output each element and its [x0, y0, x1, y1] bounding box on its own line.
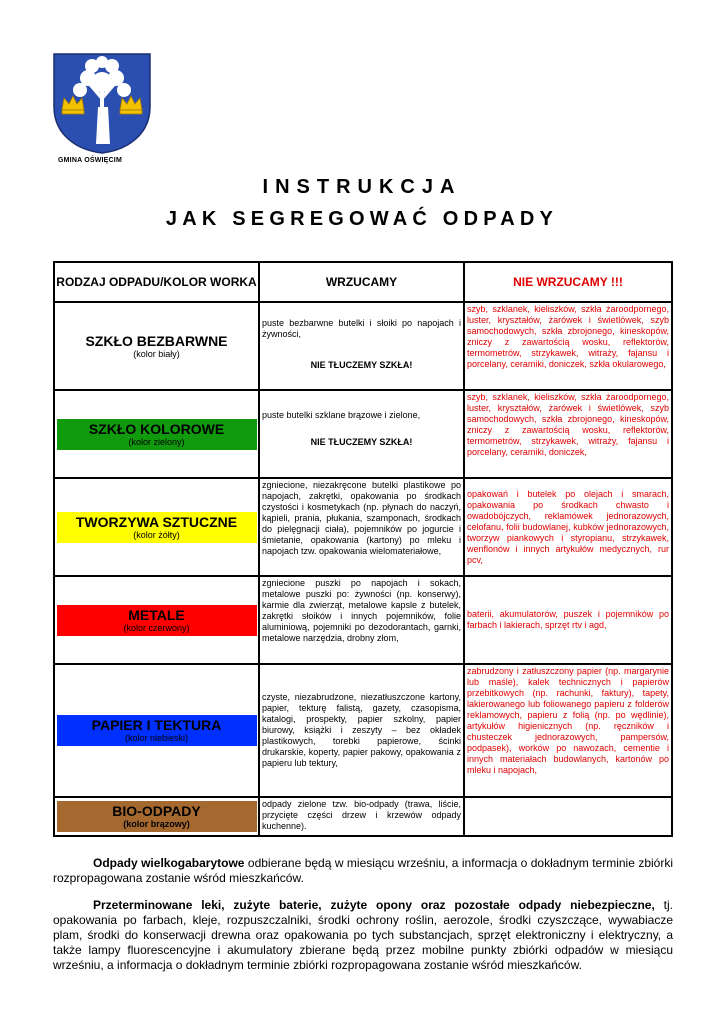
category-name: SZKŁO KOLOROWE — [88, 420, 225, 437]
category-name: BIO-ODPADY — [112, 803, 201, 819]
category-cell — [55, 391, 260, 477]
category-color-note: (kolor żółty) — [133, 529, 180, 540]
table-row — [55, 663, 671, 796]
category-band-blue — [57, 715, 257, 746]
put-text: puste bezbarwne butelki i słoiki po napojach i żywności, — [262, 318, 461, 339]
category-color-note: (kolor zielony) — [128, 436, 185, 447]
dont-cell — [465, 479, 671, 575]
category-cell — [55, 577, 260, 663]
put-cell — [260, 391, 465, 477]
bulky-waste-heading: Odpady wielkogabarytowe — [93, 856, 245, 870]
put-note: NIE TŁUCZEMY SZKŁA! — [310, 437, 413, 447]
category-cell — [55, 798, 260, 835]
bulky-waste-text: odbierane będą w miesiącu wrześniu, a informacja o dokładnym terminie zbiórki rozpropagowana zostanie wśród mieszkańców. — [53, 856, 673, 885]
category-band-red — [57, 605, 257, 636]
category-band-yellow — [57, 512, 257, 543]
municipality-name: GMINA OŚWIĘCIM — [58, 157, 122, 164]
category-name: METALE — [128, 606, 185, 623]
table-row — [55, 301, 671, 389]
hazardous-waste-paragraph — [53, 898, 673, 973]
column-header-type: RODZAJ ODPADU/KOLOR WORKA — [55, 263, 260, 301]
table-row — [55, 575, 671, 663]
hazardous-waste-heading: Przeterminowane leki, zużyte baterie, zużyte opony oraz pozostałe odpady niebezpieczne, — [93, 898, 655, 912]
category-color-note: (kolor czerwony) — [123, 622, 190, 633]
category-cell — [55, 665, 260, 796]
put-cell: zgniecione, niezakręcone butelki plastikowe po napojach, zakrętki, opakowania po środkach czystości i kosmetykach (np. płynach do naczyń, kąpieli, prania, płukania, szamponach, środkach do pielęgnacji ciała), pojemników po jogurcie i śmietanie, opakowania (kartony) po mleku i napojach tzw. opakowania wielomateriałowe, — [260, 479, 465, 575]
dont-text: opakowań i butelek po olejach i smarach, opakowania po środkach chwasto i owadobójczych, reklamówek jednorazowych, celofanu, folii budowlanej, kubków jednorazowych, tworzyw piankowych i styropianu, strzykawek, wenflonów i innych artykułów medycznych, rur pcv, — [467, 488, 669, 565]
category-color-note: (kolor niebieski) — [124, 733, 189, 743]
category-cell — [55, 479, 260, 575]
table-row — [55, 477, 671, 575]
category-cell — [55, 303, 260, 389]
put-text: czyste, niezabrudzone, niezatłuszczone kartony, papier, tekturę falistą, gazety, czasopisma, katalogi, prospekty, papier szkolny, papier biurowy, książki i zeszyty – bez okładek plastikowych, torebki papierowe, ścinki drukarskie, koperty, papier pakowy, opakowania z papieru lub tektury, — [262, 692, 461, 768]
table-row — [55, 389, 671, 477]
column-header-put: WRZUCAMY — [260, 263, 465, 301]
coat-of-arms-logo — [52, 52, 152, 154]
category-name: SZKŁO BEZBARWNE — [85, 332, 228, 349]
category-color-note: (kolor biały) — [133, 348, 180, 359]
put-cell — [260, 303, 465, 389]
category-color-note: (kolor brązowy) — [123, 819, 190, 829]
put-text: puste butelki szklane brązowe i zielone, — [262, 410, 421, 420]
dont-cell: szyb, szklanek, kieliszków, szkła żaroodpornego, luster, kryształów, żarówek i świetlówek, szyb samochodowych, szkła zbrojonego, kineskopów, zniczy z zawartością wosku, reflektorów, termometrów, strzykawek, witraży, fajansu i porcelany, ceramiki, doniczek, — [467, 392, 669, 457]
dont-cell: szyb, szklanek, kieliszków, szkła żaroodpornego, luster, kryształów, żarówek i świetlówek, szyb samochodowych, szkła zbrojonego, kineskopów, zniczy z zawartością wosku, reflektorów, termometrów, strzykawek, witraży, fajansu i porcelany, ceramiki, doniczek, szkła okularowego, — [467, 304, 669, 369]
table-row — [55, 796, 671, 835]
dont-cell — [465, 798, 671, 835]
put-cell: odpady zielone tzw. bio-odpady (trawa, liście, przycięte części drzew i krzewów odpady kuchenne). — [260, 798, 465, 835]
category-band-white — [57, 331, 257, 362]
page-title: INSTRUKCJA — [262, 176, 462, 198]
dont-cell: zabrudzony i zatłuszczony papier (np. margarynie lub maśle), kalek technicznych i papierów przebitkowych (np. rachunki, faktury), tapety, lakierowanego lub foliowanego papieru z folderów reklamowych, papieru z folią (np. po wędlinie), artykułów higienicznych (np. ręczników i chusteczek jednorazowych, pampersów, podpasek), worków po nawozach, cementie i innych materiałach budowlanych, kartonów po mleku i napojach, — [467, 666, 669, 775]
dont-cell — [465, 577, 671, 663]
put-cell — [260, 665, 465, 796]
page-subtitle: JAK SEGREGOWAĆ ODPADY — [165, 208, 559, 230]
hazardous-waste-text: tj. opakowania po farbach, kleje, rozpuszczalniki, środki ochrony roślin, aerozole, środki czyszczące, wywabiacze plam, środki do konserwacji drewna oraz opakowania po tych substancjach, sprzęt elektroniczny i elektryczny, a także lampy fluorescencyjne i akumulatory zbierane będą przez mobilne punkty zbiórki odpadów w miesiącu wrześniu, a informacja o dokładnym terminie zbiórki rozpropagowana zostanie wśród mieszkańców. — [53, 898, 674, 972]
waste-sorting-table — [53, 261, 673, 837]
dont-text: baterii, akumulatorów, puszek i pojemników po farbach i lakierach, sprzęt rtv i agd, — [467, 609, 669, 630]
category-band-brown — [57, 801, 257, 832]
category-name: TWORZYWA SZTUCZNE — [75, 513, 238, 530]
table-header-row — [55, 263, 671, 301]
category-band-green — [57, 419, 257, 450]
put-cell: zgniecione puszki po napojach i sokach, metalowe puszki po: żywności (np. konserwy), karmie dla zwierząt, metalowe kapsle z butelek, zakrętki słoików i innych pojemników, folie aluminiową, pojemniki po dezodorantach, garnki, metalowe narzędzia, drobny złom, — [260, 577, 465, 663]
column-header-dont: NIE WRZUCAMY !!! — [513, 275, 623, 289]
put-note: NIE TŁUCZEMY SZKŁA! — [310, 360, 413, 370]
category-name: PAPIER I TEKTURA — [91, 717, 222, 733]
bulky-waste-paragraph — [53, 856, 673, 886]
